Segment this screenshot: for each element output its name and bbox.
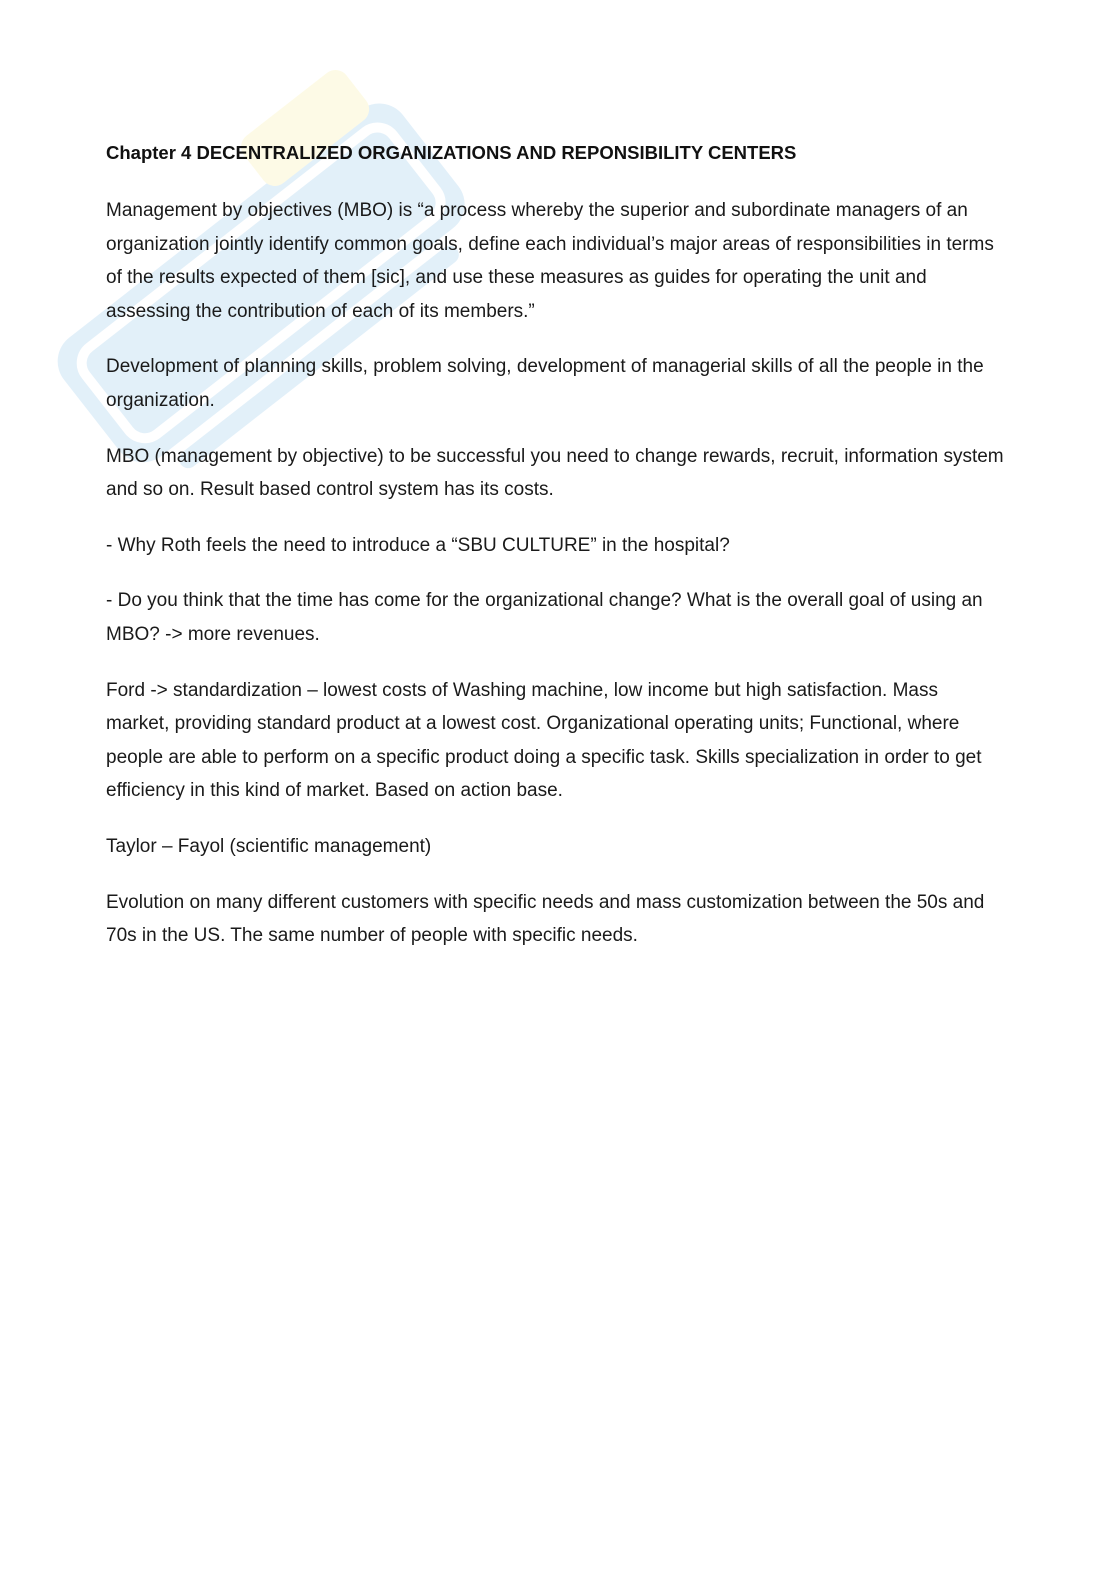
paragraph-question-sbu-culture: - Why Roth feels the need to introduce a “SBU CULTURE” in the hospital? xyxy=(106,534,730,556)
paragraph-taylor-fayol: Taylor – Fayol (scientific management) xyxy=(106,835,432,857)
paragraph-mbo-success: MBO (management by objective) to be successful you need to change rewards, recruit, information system and so on. Result based control system has its costs. xyxy=(106,445,1004,501)
document-page xyxy=(106,138,1006,975)
paragraph-planning-skills: Development of planning skills, problem solving, development of managerial skills of all the people in the organization. xyxy=(106,356,984,411)
paragraph-ford-standardization: Ford -> standardization – lowest costs of Washing machine, low income but high satisfaction. Mass market, providing standard product at a lowest cost. Organizational operating units; Functional, where people are able to perform on a specific product doing a specific task. Skills specialization in order to get efficiency in this kind of market. Based on action base. xyxy=(106,679,982,802)
chapter-title: Chapter 4 DECENTRALIZED ORGANIZATIONS AND REPONSIBILITY CENTERS xyxy=(106,142,797,163)
paragraph-evolution: Evolution on many different customers with specific needs and mass customization between the 50s and 70s in the US. The same number of people with specific needs. xyxy=(106,891,985,947)
paragraph-mbo-definition: Management by objectives (MBO) is “a process whereby the superior and subordinate managers of an organization jointly identify common goals, define each individual’s major areas of responsibilities in terms of the results expected of them [sic], and use these measures as guides for operating the unit and assessing the contribution of each of its members.” xyxy=(106,200,994,322)
paragraph-question-organizational-change: - Do you think that the time has come for the organizational change? What is the overall goal of using an MBO? -> more revenues. xyxy=(106,590,983,645)
